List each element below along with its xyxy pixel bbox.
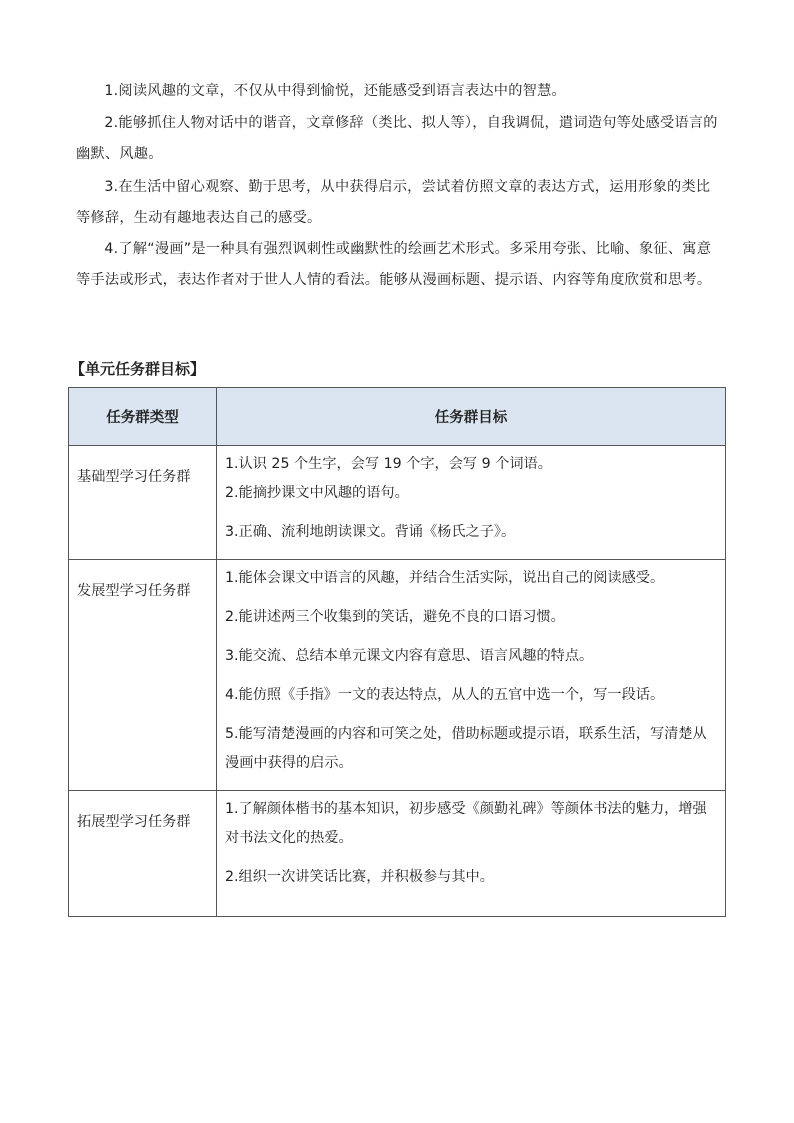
task-goals-cell: [217, 446, 726, 560]
task-goals-cell: [217, 791, 726, 917]
task-type-cell: 拓展型学习任务群: [69, 791, 217, 917]
intro-paragraph-2: 2.能够抓住人物对话中的谐音，文章修辞（类比、拟人等），自我调侃，遣词造句等处感受语言的幽默、风趣。: [76, 115, 718, 162]
goal-item: 3.能交流、总结本单元课文内容有意思、语言风趣的特点。: [225, 648, 594, 664]
task-type-cell: 基础型学习任务群: [69, 446, 217, 560]
header-task-goal: 任务群目标: [217, 388, 726, 446]
goal-item: 1.能体会课文中语言的风趣，并结合生活实际，说出自己的阅读感受。: [225, 570, 665, 586]
goal-item: 3.正确、流利地朗读课文。背诵《杨氏之子》。: [225, 524, 516, 540]
intro-paragraph-4: 4.了解“漫画”是一种具有强烈讽刺性或幽默性的绘画艺术形式。多采用夸张、比喻、象征、寓意等手法或形式，表达作者对于世人人情的看法。能够从漫画标题、提示语、内容等角度欣赏和思考。: [76, 241, 712, 288]
task-goals-cell: [217, 560, 726, 791]
intro-paragraph-1: 1.阅读风趣的文章，不仅从中得到愉悦，还能感受到语言表达中的智慧。: [104, 83, 566, 99]
table-row: [69, 446, 726, 560]
table-row: [69, 791, 726, 917]
header-task-type: 任务群类型: [69, 388, 217, 446]
table-header-row: [69, 388, 726, 446]
section-title: 【单元任务群目标】: [70, 360, 206, 378]
goal-item: 5.能写清楚漫画的内容和可笑之处，借助标题或提示语，联系生活，写清楚从漫画中获得的启示。: [225, 726, 707, 771]
goal-item: 2.能摘抄课文中风趣的语句。: [225, 485, 409, 501]
goal-item: 2.组织一次讲笑话比赛，并积极参与其中。: [225, 869, 494, 885]
goal-item: 2.能讲述两三个收集到的笑话，避免不良的口语习惯。: [225, 609, 565, 625]
task-type-cell: 发展型学习任务群: [69, 560, 217, 791]
goal-item: 1.了解颜体楷书的基本知识，初步感受《颜勤礼碑》等颜体书法的魅力，增强对书法文化的热爱。: [225, 801, 707, 846]
task-group-table: [68, 387, 726, 917]
table-row: [69, 560, 726, 791]
goal-item: 4.能仿照《手指》一文的表达特点，从人的五官中选一个，写一段话。: [225, 687, 665, 703]
goal-item: 1.认识 25 个生字，会写 19 个字，会写 9 个词语。: [225, 456, 552, 472]
intro-paragraph-3: 3.在生活中留心观察、勤于思考，从中获得启示，尝试着仿照文章的表达方式，运用形象的类比等修辞，生动有趣地表达自己的感受。: [76, 179, 711, 226]
